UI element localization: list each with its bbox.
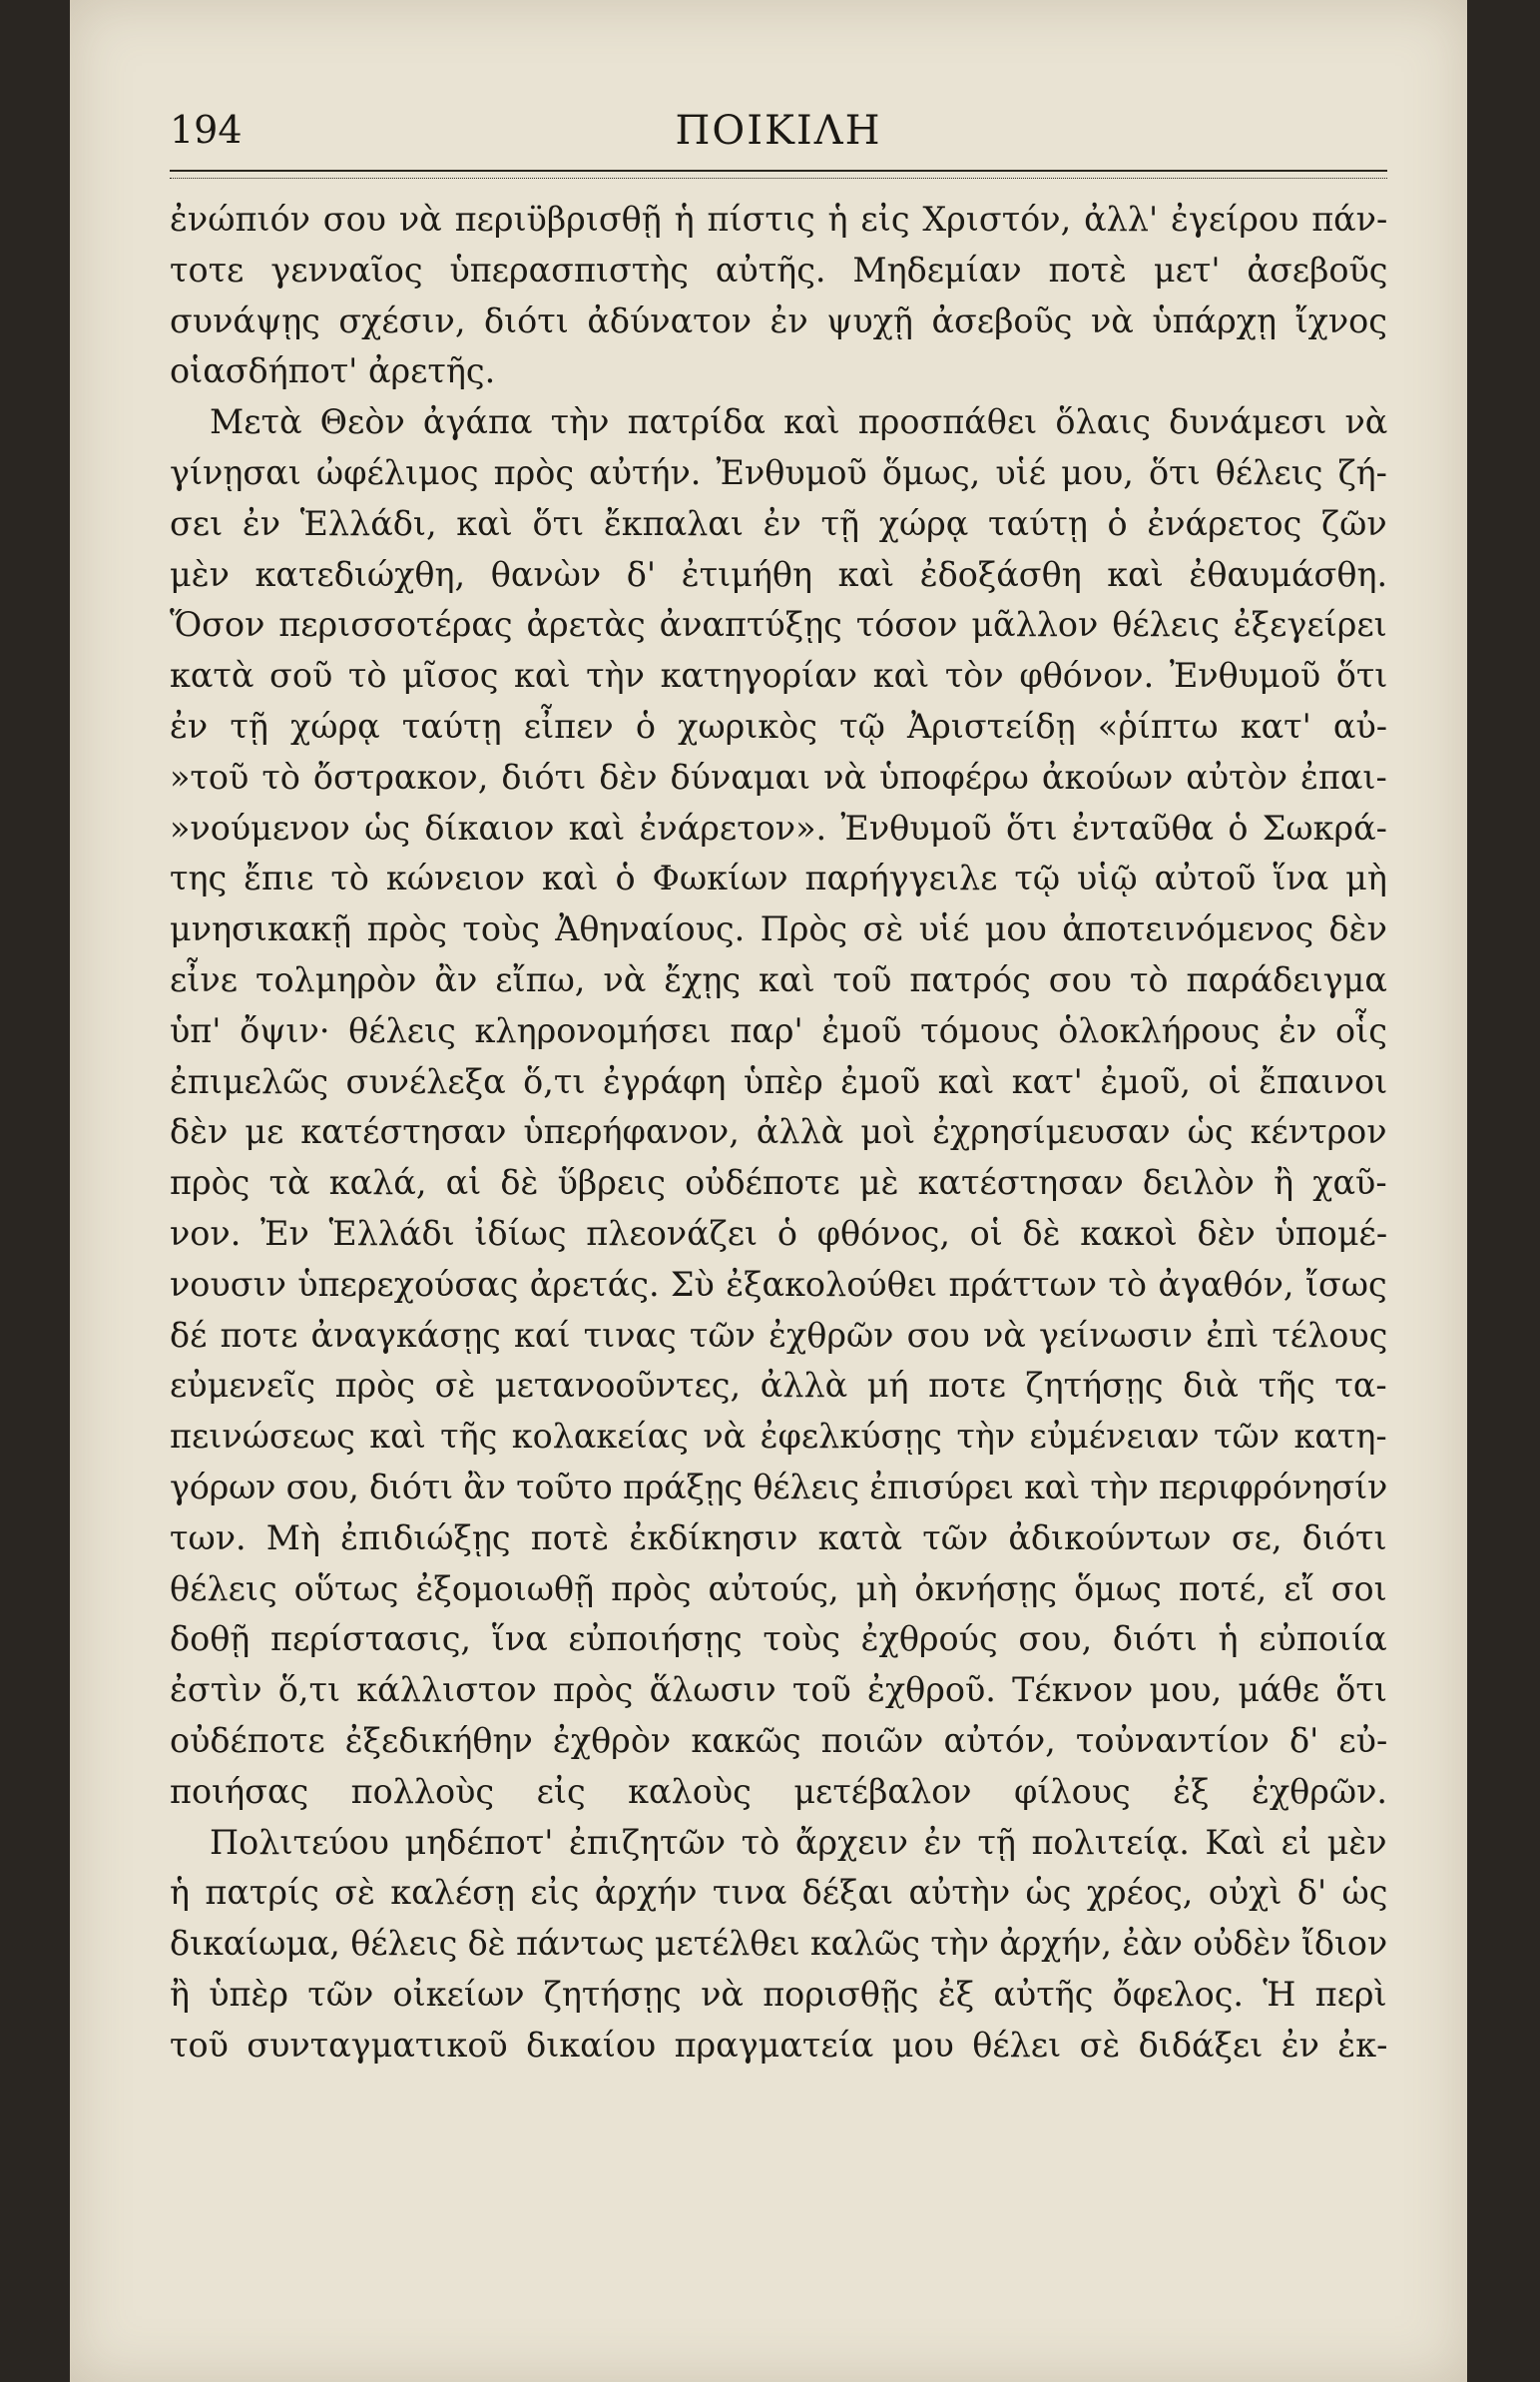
- text-line: δοθῇ περίστασις, ἵνα εὐποιήσῃς τοὺς ἐχθρούς σου, διότι ἡ εὐποιία: [170, 1619, 1387, 1659]
- text-line: Ὅσον περισσοτέρας ἀρετὰς ἀναπτύξῃς τόσον μᾶλλον θέλεις ἐξεγείρει: [170, 605, 1387, 645]
- text-line: τοῦ συνταγματικοῦ δικαίου πραγματεία μου θέλει σὲ διδάξει ἐν ἐκ-: [170, 2025, 1388, 2065]
- text-line: οὐδέποτε ἐξεδικήθην ἐχθρὸν κακῶς ποιῶν αὐτόν, τοὐναντίον δ' εὐ-: [170, 1720, 1388, 1760]
- text-line: γίνῃσαι ὠφέλιμος πρὸς αὐτήν. Ἐνθυμοῦ ὅμως, υἱέ μου, ὅτι θέλεις ζή-: [170, 452, 1387, 492]
- text-line: »νούμενον ὡς δίκαιον καὶ ἐνάρετον». Ἐνθυμοῦ ὅτι ἐνταῦθα ὁ Σωκρά-: [170, 808, 1387, 848]
- text-line: μνησικακῇ πρὸς τοὺς Ἀθηναίους. Πρὸς σὲ υἱέ μου ἀποτεινόμενος δὲν: [170, 909, 1387, 949]
- text-line: »τοῦ τὸ ὄστρακον, διότι δὲν δύναμαι νὰ ὑποφέρω ἀκούων αὐτὸν ἐπαι-: [170, 757, 1387, 797]
- text-line: δέ ποτε ἀναγκάσῃς καί τινας τῶν ἐχθρῶν σου νὰ γείνωσιν ἐπὶ τέλους: [170, 1315, 1388, 1355]
- text-line: πρὸς τὰ καλά, αἱ δὲ ὕβρεις οὐδέποτε μὲ κατέστησαν δειλὸν ἢ χαῦ-: [170, 1163, 1387, 1203]
- text-line: ἐν τῇ χώρᾳ ταύτῃ εἶπεν ὁ χωρικὸς τῷ Ἀριστείδῃ «ῥίπτω κατ' αὐ-: [170, 706, 1388, 746]
- text-line: πεινώσεως καὶ τῆς κολακείας νὰ ἐφελκύσῃς τὴν εὐμένειαν τῶν κατη-: [170, 1417, 1387, 1457]
- text-line: ἐπιμελῶς συνέλεξα ὅ,τι ἐγράφη ὑπὲρ ἐμοῦ καὶ κατ' ἐμοῦ, οἱ ἔπαινοι: [170, 1061, 1388, 1101]
- text-line: των. Μὴ ἐπιδιώξῃς ποτὲ ἐκδίκησιν κατὰ τῶν ἀδικούντων σε, διότι: [170, 1517, 1387, 1557]
- book-page: [70, 0, 1467, 2382]
- text-line: μὲν κατεδιώχθη, θανὼν δ' ἐτιμήθη καὶ ἐδοξάσθη καὶ ἐθαυμάσθη.: [170, 554, 1388, 594]
- text-line: οἱασδήποτ' ἀρετῆς.: [170, 351, 496, 391]
- text-line: δικαίωμα, θέλεις δὲ πάντως μετέλθει καλῶς τὴν ἀρχήν, ἐὰν οὐδὲν ἴδιον: [170, 1924, 1387, 1964]
- body-text: [170, 195, 1387, 2071]
- text-line: ποιήσας πολλοὺς εἰς καλοὺς μετέβαλον φίλους ἐξ ἐχθρῶν.: [170, 1771, 1387, 1811]
- text-line: δὲν με κατέστησαν ὑπερήφανον, ἀλλὰ μοὶ ἐχρησίμευσαν ὡς κέντρον: [170, 1112, 1387, 1152]
- text-line: ἐστὶν ὅ,τι κάλλιστον πρὸς ἅλωσιν τοῦ ἐχθροῦ. Τέκνον μου, μάθε ὅτι: [170, 1670, 1387, 1710]
- text-line: ἢ ὑπὲρ τῶν οἰκείων ζητήσῃς νὰ πορισθῇς ἐξ αὐτῆς ὄφελος. Ἡ περὶ: [170, 1974, 1387, 2014]
- text-line: Πολιτεύου μηδέποτ' ἐπιζητῶν τὸ ἄρχειν ἐν τῇ πολιτείᾳ. Καὶ εἰ μὲν: [210, 1822, 1387, 1862]
- text-line: της ἔπιε τὸ κώνειον καὶ ὁ Φωκίων παρήγγειλε τῷ υἱῷ αὐτοῦ ἵνα μὴ: [170, 859, 1387, 898]
- text-line: εὐμενεῖς πρὸς σὲ μετανοοῦντες, ἀλλὰ μή ποτε ζητήσῃς διὰ τῆς τα-: [170, 1366, 1387, 1406]
- text-line: ὑπ' ὄψιν· θέλεις κληρονομήσει παρ' ἐμοῦ τόμους ὁλοκλήρους ἐν οἷς: [170, 1010, 1387, 1050]
- text-line: θέλεις οὕτως ἐξομοιωθῇ πρὸς αὐτούς, μὴ ὀκνήσῃς ὅμως ποτέ, εἴ σοι: [170, 1568, 1387, 1608]
- page-header: [170, 108, 1387, 168]
- text-line: Μετὰ Θεὸν ἀγάπα τὴν πατρίδα καὶ προσπάθει ὅλαις δυνάμεσι νὰ: [210, 402, 1388, 442]
- text-line: κατὰ σοῦ τὸ μῖσος καὶ τὴν κατηγορίαν καὶ τὸν φθόνον. Ἐνθυμοῦ ὅτι: [170, 656, 1388, 696]
- text-line: τοτε γενναῖος ὑπερασπιστὴς αὐτῆς. Μηδεμίαν ποτὲ μετ' ἀσεβοῦς: [170, 250, 1388, 290]
- text-line: ἐνώπιόν σου νὰ περιϋβρισθῇ ἡ πίστις ἡ εἰς Χριστόν, ἀλλ' ἐγείρου πάν-: [170, 200, 1388, 239]
- text-line: νουσιν ὑπερεχούσας ἀρετάς. Σὺ ἐξακολούθει πράττων τὸ ἀγαθόν, ἴσως: [170, 1264, 1387, 1304]
- text-line: σει ἐν Ἑλλάδι, καὶ ὅτι ἔκπαλαι ἐν τῇ χώρᾳ ταύτῃ ὁ ἐνάρετος ζῶν: [170, 503, 1387, 543]
- header-rule: [170, 170, 1387, 179]
- running-head: ΠΟΙΚΙΛΗ: [675, 108, 882, 154]
- text-line: εἶνε τολμηρὸν ἂν εἴπω, νὰ ἔχῃς καὶ τοῦ πατρός σου τὸ παράδειγμα: [170, 959, 1387, 999]
- text-line: ἡ πατρίς σὲ καλέσῃ εἰς ἀρχήν τινα δέξαι αὐτὴν ὡς χρέος, οὐχὶ δ' ὡς: [170, 1873, 1388, 1913]
- text-line: γόρων σου, διότι ἂν τοῦτο πράξῃς θέλεις ἐπισύρει καὶ τὴν περιφρόνησίν: [170, 1467, 1388, 1506]
- text-line: νον. Ἐν Ἑλλάδι ἰδίως πλεονάζει ὁ φθόνος, οἱ δὲ κακοὶ δὲν ὑπομέ-: [170, 1213, 1388, 1253]
- page-number: 194: [170, 108, 243, 152]
- text-line: συνάψῃς σχέσιν, διότι ἀδύνατον ἐν ψυχῇ ἀσεβοῦς νὰ ὑπάρχῃ ἴχνος: [170, 300, 1387, 340]
